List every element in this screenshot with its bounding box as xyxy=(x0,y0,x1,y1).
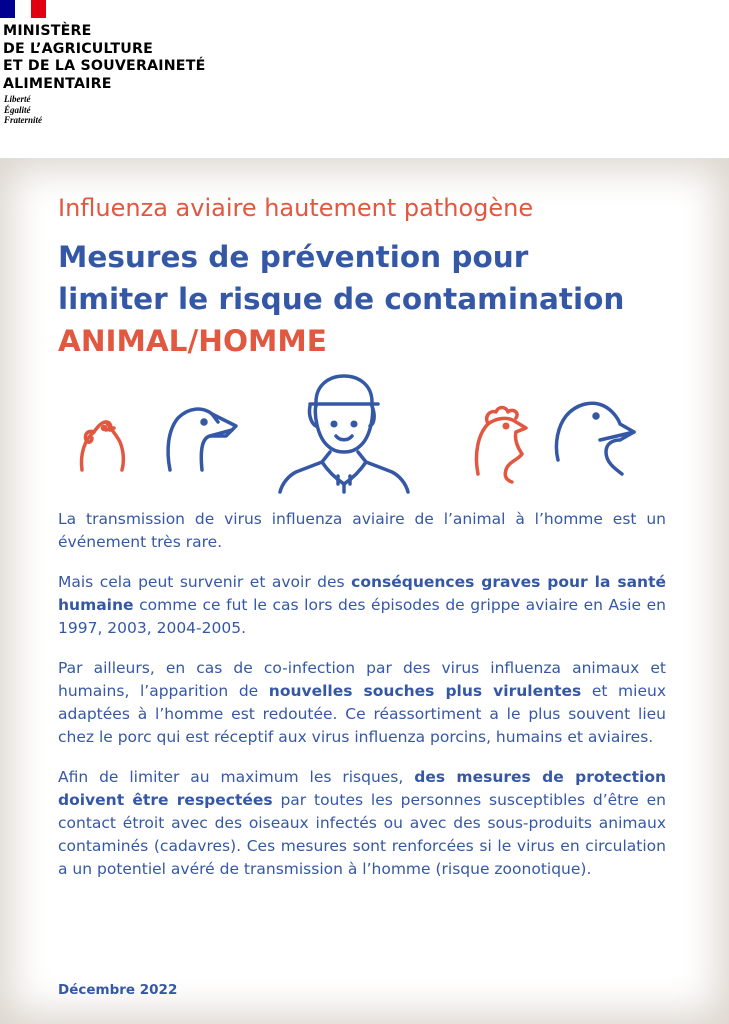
document-body xyxy=(58,508,666,898)
paragraph-emphasis: conséquences graves pour la santé humaine xyxy=(58,573,666,614)
paragraph xyxy=(58,571,666,640)
title-line: Mesures de prévention pour xyxy=(58,240,529,274)
ministry-name xyxy=(3,23,205,93)
chicken-icon xyxy=(476,408,526,483)
paragraph-emphasis: nouvelles souches plus virulentes xyxy=(268,682,582,700)
document-date: Décembre 2022 xyxy=(58,982,178,998)
paragraph xyxy=(58,766,666,881)
turkey-icon xyxy=(82,422,124,470)
motto xyxy=(4,94,42,126)
illustration xyxy=(60,370,660,500)
header xyxy=(0,0,729,158)
farmer-icon xyxy=(280,376,408,492)
ministry-line: ALIMENTAIRE xyxy=(3,75,112,92)
republic-flag-logo xyxy=(0,0,46,18)
paragraph-text: comme ce fut le cas lors des épisodes de grippe aviaire en Asie en 1997, 2003, 2004-2005. xyxy=(58,596,666,637)
paragraph-text: Mais cela peut survenir et avoir des xyxy=(58,573,352,591)
paragraph-text: par toutes les personnes susceptibles d’être en contact étroit avec des oiseaux infectés ou avec des sous-produits animaux contaminés (cadavres). Ces mesures sont renforcées si le virus en circulation a un potentiel avéré de transmission à l’homme (risque zoonotique). xyxy=(58,791,666,878)
ministry-line: DE L’AGRICULTURE xyxy=(3,40,154,57)
paragraph-text: Afin de limiter au maximum les risques, xyxy=(58,768,415,786)
paragraph-text: Par ailleurs, en cas de co-infection par des virus influenza animaux et humains, l’apparition de xyxy=(58,659,666,700)
document-title xyxy=(58,236,624,362)
title-highlight: ANIMAL/HOMME xyxy=(58,324,327,358)
paragraph xyxy=(58,508,666,554)
ministry-line: MINISTÈRE xyxy=(3,23,92,39)
motto-line: Égalité xyxy=(4,104,31,115)
motto-line: Liberté xyxy=(4,94,31,104)
duck-icon xyxy=(556,403,634,474)
paragraph xyxy=(58,657,666,749)
paragraph-text: La transmission de virus influenza aviaire de l’animal à l’homme est un événement très rare. xyxy=(58,510,666,551)
goose-icon xyxy=(168,409,236,470)
document-subtitle: Influenza aviaire hautement pathogène xyxy=(58,194,534,222)
paragraph-text: et mieux adaptées à l’homme est redoutée. Ce réassortiment a le plus souvent lieu chez le porc qui est réceptif aux virus influenza porcins, humains et aviaires. xyxy=(58,682,666,746)
ministry-line: ET DE LA SOUVERAINETÉ xyxy=(3,58,206,74)
motto-line: Fraternité xyxy=(4,115,43,125)
paragraph-emphasis: des mesures de protection doivent être respectées xyxy=(58,768,666,809)
title-line: limiter le risque de contamination xyxy=(58,282,625,316)
